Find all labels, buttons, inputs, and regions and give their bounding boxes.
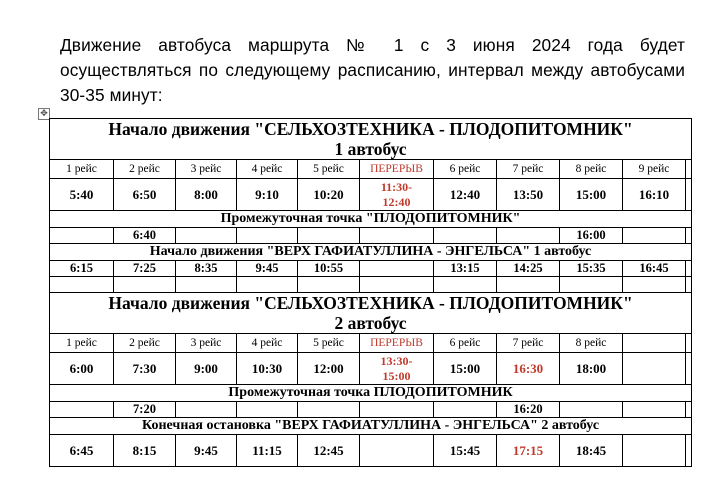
schedule-table [49, 118, 692, 467]
trip-header [623, 334, 686, 353]
bus2-final-title-row [50, 418, 692, 435]
upper-time: 13:15 [434, 261, 497, 277]
intermediate-time: 16:00 [560, 228, 623, 244]
departure-time: 10:20 [298, 179, 360, 211]
bus1-intermediate-row [50, 228, 692, 244]
table-edge-cell [686, 261, 692, 277]
trip-header: 8 рейс [560, 334, 623, 353]
trip-header: 6 рейс [434, 160, 497, 179]
trip-header: ПЕРЕРЫВ [360, 160, 434, 179]
departure-time: 8:00 [176, 179, 237, 211]
empty-cell [176, 277, 237, 293]
intermediate-time [50, 402, 114, 418]
intermediate-time [50, 228, 114, 244]
intermediate-time [497, 228, 560, 244]
departure-time: 7:30 [114, 353, 176, 385]
bus2-title-row [50, 293, 692, 334]
departure-time: 11:30- 12:40 [360, 179, 434, 211]
intermediate-time: 6:40 [114, 228, 176, 244]
intermediate-time [298, 402, 360, 418]
departure-time: 12:00 [298, 353, 360, 385]
departure-time: 6:50 [114, 179, 176, 211]
intro-paragraph: Движение автобуса маршрута № 1 с 3 июня 2024 года будет осуществляться по следующему расписанию, интервал между автобусами 30-35 минут: [60, 35, 685, 105]
upper-time: 16:45 [623, 261, 686, 277]
table-edge-cell [686, 160, 692, 179]
departure-time: 13:30- 15:00 [360, 353, 434, 385]
upper-time: 14:25 [497, 261, 560, 277]
intermediate-time [623, 402, 686, 418]
departure-time: 15:00 [560, 179, 623, 211]
empty-cell [686, 277, 692, 293]
trip-header: 4 рейс [237, 334, 298, 353]
trip-header: 2 рейс [114, 160, 176, 179]
trip-header: 8 рейс [560, 160, 623, 179]
bus2-final-title: Конечная остановка "ВЕРХ ГАФИАТУЛЛИНА - ЭНГЕЛЬСА" 2 автобус [50, 418, 692, 435]
final-time: 15:45 [434, 435, 497, 467]
upper-time: 9:45 [237, 261, 298, 277]
empty-cell [114, 277, 176, 293]
trip-header: 1 рейс [50, 160, 114, 179]
departure-time: 16:30 [497, 353, 560, 385]
empty-cell [298, 277, 360, 293]
bus2-title: Начало движения "СЕЛЬХОЗТЕХНИКА - ПЛОДОПИТОМНИК" [108, 293, 633, 313]
intermediate-time [237, 402, 298, 418]
departure-time: 6:00 [50, 353, 114, 385]
table-edge-cell [686, 402, 692, 418]
intermediate-time: 16:20 [497, 402, 560, 418]
upper-time: 10:55 [298, 261, 360, 277]
bus2-trip-header-row [50, 334, 692, 353]
upper-time: 8:35 [176, 261, 237, 277]
final-time: 6:45 [50, 435, 114, 467]
table-edge-cell [686, 435, 692, 467]
empty-cell [497, 277, 560, 293]
bus1-title-row [50, 119, 692, 160]
trip-header: 9 рейс [623, 160, 686, 179]
final-time [360, 435, 434, 467]
departure-time: 10:30 [237, 353, 298, 385]
intermediate-time [434, 402, 497, 418]
intermediate-time [176, 402, 237, 418]
final-time: 12:45 [298, 435, 360, 467]
bus2-times-row [50, 353, 692, 385]
departure-time: 9:00 [176, 353, 237, 385]
departure-time: 12:40 [434, 179, 497, 211]
bus2-title-cell [50, 293, 692, 334]
bus2-intermediate-title: Промежуточная точка ПЛОДОПИТОМНИК [50, 385, 692, 402]
intermediate-time [237, 228, 298, 244]
trip-header: 7 рейс [497, 334, 560, 353]
upper-time: 6:15 [50, 261, 114, 277]
intermediate-time [298, 228, 360, 244]
table-edge-cell [686, 179, 692, 211]
bus1-intermediate-title-row [50, 211, 692, 228]
departure-time: 15:00 [434, 353, 497, 385]
departure-time: 9:10 [237, 179, 298, 211]
final-time: 8:15 [114, 435, 176, 467]
intermediate-time [360, 402, 434, 418]
upper-time: 15:35 [560, 261, 623, 277]
bus1-title: Начало движения "СЕЛЬХОЗТЕХНИКА - ПЛОДОПИТОМНИК" [108, 119, 633, 139]
trip-header: 3 рейс [176, 334, 237, 353]
bus1-subtitle: 1 автобус [334, 139, 407, 159]
intermediate-time [623, 228, 686, 244]
table-edge-cell [686, 228, 692, 244]
intermediate-time [434, 228, 497, 244]
trip-header: 5 рейс [298, 160, 360, 179]
trip-header: 3 рейс [176, 160, 237, 179]
bus2-subtitle: 2 автобус [334, 313, 407, 333]
upper-time: 7:25 [114, 261, 176, 277]
empty-cell [623, 277, 686, 293]
departure-time: 16:10 [623, 179, 686, 211]
bus1-upper-title: Начало движения "ВЕРХ ГАФИАТУЛЛИНА - ЭНГЕЛЬСА" 1 автобус [50, 244, 692, 261]
final-time: 18:45 [560, 435, 623, 467]
intermediate-time [560, 402, 623, 418]
departure-time: 13:50 [497, 179, 560, 211]
table-edge-cell [686, 334, 692, 353]
trip-header: 2 рейс [114, 334, 176, 353]
empty-cell [360, 277, 434, 293]
trip-header: 5 рейс [298, 334, 360, 353]
final-time: 17:15 [497, 435, 560, 467]
trip-header: 7 рейс [497, 160, 560, 179]
bus2-intermediate-title-row [50, 385, 692, 402]
bus1-upper-title-row [50, 244, 692, 261]
empty-cell [434, 277, 497, 293]
intermediate-time [360, 228, 434, 244]
bus1-upper-row [50, 261, 692, 277]
table-edge-cell [686, 353, 692, 385]
spacer-row [50, 277, 692, 293]
trip-header: 4 рейс [237, 160, 298, 179]
move-handle-icon[interactable]: ✥ [38, 108, 50, 120]
departure-time: 18:00 [560, 353, 623, 385]
bus1-times-row [50, 179, 692, 211]
bus1-trip-header-row [50, 160, 692, 179]
empty-cell [560, 277, 623, 293]
departure-time [623, 353, 686, 385]
final-time [623, 435, 686, 467]
final-time: 9:45 [176, 435, 237, 467]
intermediate-time [176, 228, 237, 244]
empty-cell [50, 277, 114, 293]
final-time: 11:15 [237, 435, 298, 467]
trip-header: 6 рейс [434, 334, 497, 353]
bus1-title-cell [50, 119, 692, 160]
empty-cell [237, 277, 298, 293]
trip-header: ПЕРЕРЫВ [360, 334, 434, 353]
upper-time [360, 261, 434, 277]
bus2-intermediate-row [50, 402, 692, 418]
bus2-final-row [50, 435, 692, 467]
departure-time: 5:40 [50, 179, 114, 211]
trip-header: 1 рейс [50, 334, 114, 353]
intermediate-time: 7:20 [114, 402, 176, 418]
bus1-intermediate-title: Промежуточная точка "ПЛОДОПИТОМНИК" [50, 211, 692, 228]
